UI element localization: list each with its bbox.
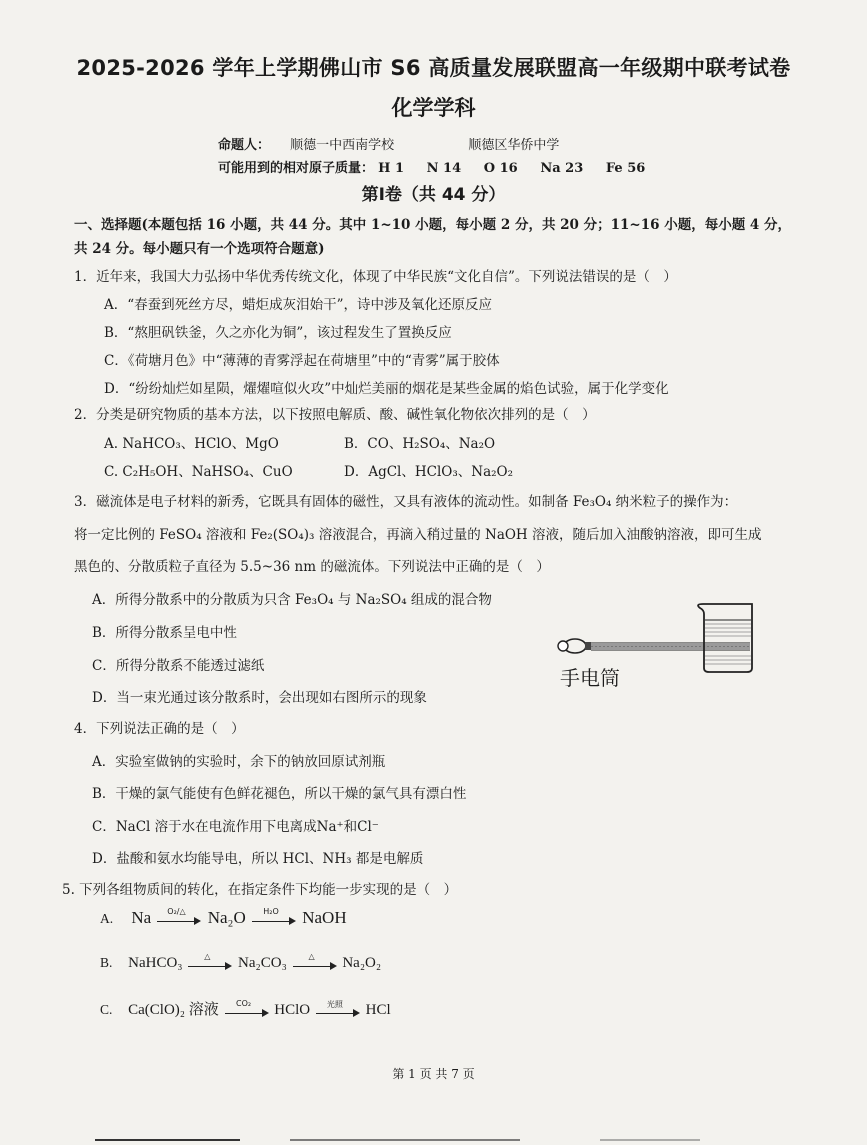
reaction-condition: △ — [204, 951, 211, 961]
reaction-substance: Ca(ClO)₂ 溶液 — [128, 1002, 219, 1018]
atomic-mass-line — [218, 157, 645, 176]
reaction-arrow — [252, 907, 296, 926]
question-3-option-d: D．当一束光通过该分散系时，会出现如右图所示的现象 — [92, 690, 427, 706]
question-4-option-a: A．实验室做钠的实验时，余下的钠放回原试剂瓶 — [92, 754, 386, 770]
atomic-mass-label: 可能用到的相对原子质量： — [218, 161, 375, 176]
question-4-option-d: D．盐酸和氨水均能导电，所以 HCl、NH₃ 都是电解质 — [92, 851, 424, 867]
reaction-substance: Na₂CO₃ — [238, 955, 287, 971]
question-4-option-b: B．干燥的氯气能使有色鲜花褪色，所以干燥的氯气具有漂白性 — [92, 786, 467, 802]
question-3-stem-line-1: 3．磁流体是电子材料的新秀，它既具有固体的磁性，又具有液体的流动性。如制备 Fe₃O₄ 纳米粒子的操作为： — [74, 494, 738, 510]
reaction-arrow — [188, 951, 232, 971]
scan-edge-marks — [0, 1135, 867, 1145]
question-4-stem: 4．下列说法正确的是（ ） — [74, 721, 245, 737]
question-2-option-b: B．CO、H₂SO₄、Na₂O — [344, 436, 496, 452]
light-beam — [591, 643, 750, 650]
question-5-option-a — [100, 908, 347, 928]
reaction-substance: NaHCO₃ — [128, 955, 183, 971]
question-2-option-d: D．AgCl、HClO₃、Na₂O₂ — [344, 464, 514, 480]
question-3-stem-line-3: 黑色的、分散质粒子直径为 5.5~36 nm 的磁流体。下列说法中正确的是（ ） — [74, 559, 550, 575]
atomic-mass-values: H 1 N 14 O 16 Na 23 Fe 56 — [378, 161, 646, 176]
exam-title: 2025-2026 学年上学期佛山市 S6 高质量发展联盟高一年级期中联考试卷 — [76, 56, 791, 80]
reaction-condition: O₂/△ — [167, 907, 186, 917]
question-3-stem-line-2: 将一定比例的 FeSO₄ 溶液和 Fe₂(SO₄)₃ 溶液混合，再滴入稍过量的 NaOH 溶液，随后加入油酸钠溶液，即可生成 — [74, 527, 762, 543]
reaction-arrow — [225, 998, 269, 1018]
question-2-stem: 2．分类是研究物质的基本方法，以下按照电解质、酸、碱性氧化物依次排列的是（ ） — [74, 407, 596, 423]
author-1: 顺德一中西南学校 — [290, 138, 395, 153]
authors-label: 命题人： — [218, 138, 271, 153]
figure-label: 手电筒 — [560, 666, 620, 690]
section-title: 第Ⅰ卷（共 44 分） — [361, 185, 506, 205]
question-1-option-c: C．《荷塘月色》中“薄薄的青雾浮起在荷塘里”中的“青雾”属于胶体 — [104, 353, 500, 369]
question-5-option-b — [100, 951, 382, 972]
reaction-substance: NaOH — [302, 908, 347, 927]
reaction-substance: HCl — [365, 1002, 391, 1018]
authors-line — [218, 134, 559, 153]
reaction-substance: Na₂O₂ — [342, 955, 382, 971]
beaker-icon — [698, 604, 752, 672]
question-4-option-c: C．NaCl 溶于水在电流作用下电离成Na⁺和Cl⁻ — [92, 819, 379, 835]
subject-title: 化学学科 — [391, 96, 476, 120]
instruction-line-2: 共 24 分。每小题只有一个选项符合题意) — [74, 241, 325, 257]
instruction-line-1: 一、选择题(本题包括 16 小题，共 44 分。其中 1~10 小题，每小题 2 分，共 20 分；11~16 小题，每小题 4 分， — [74, 217, 792, 233]
question-3-option-b: B．所得分散系呈电中性 — [92, 625, 237, 641]
question-1-option-b: B．“熬胆矾铁釜，久之亦化为铜”，该过程发生了置换反应 — [104, 325, 452, 341]
reaction-condition: H₂O — [263, 907, 279, 917]
question-5-option-c — [100, 998, 391, 1019]
reaction-condition: CO₂ — [235, 998, 252, 1008]
flashlight-icon — [558, 639, 591, 653]
question-5-stem: 5. 下列各组物质间的转化，在指定条件下均能一步实现的是（ ） — [62, 882, 458, 898]
reaction-substance: Na₂O — [207, 908, 246, 927]
reaction-arrow — [293, 951, 337, 971]
option-letter: C. — [100, 1002, 113, 1017]
reaction-condition: △ — [308, 951, 315, 961]
question-3-option-c: C．所得分散系不能透过滤纸 — [92, 658, 265, 674]
question-1-stem: 1．近年来，我国大力弘扬中华优秀传统文化，体现了中华民族“文化自信”。下列说法错误的是（ ） — [74, 269, 677, 285]
question-3-option-a: A．所得分散系中的分散质为只含 Fe₃O₄ 与 Na₂SO₄ 组成的混合物 — [92, 592, 492, 608]
question-1-option-a: A．“春蚕到死丝方尽，蜡炬成灰泪始干”，诗中涉及氧化还原反应 — [104, 297, 493, 313]
reaction-substance: Na — [131, 908, 152, 927]
reaction-arrow — [157, 907, 201, 926]
question-2-option-a: A. NaHCO₃、HClO、MgO — [104, 436, 279, 452]
reaction-substance: HClO — [274, 1002, 311, 1018]
reaction-arrow — [316, 999, 360, 1018]
question-1-option-d: D．“纷纷灿烂如星陨，燿燿喧似火攻”中灿烂美丽的烟花是某些金属的焰色试验，属于化学变化 — [104, 381, 669, 397]
reaction-condition: 光照 — [326, 999, 343, 1009]
option-letter: A. — [100, 911, 114, 926]
author-2: 顺德区华侨中学 — [468, 138, 560, 153]
question-2-option-c: C. C₂H₅OH、NaHSO₄、CuO — [104, 464, 293, 480]
option-letter: B. — [100, 955, 113, 970]
page-footer: 第 1 页 共 7 页 — [392, 1067, 475, 1081]
